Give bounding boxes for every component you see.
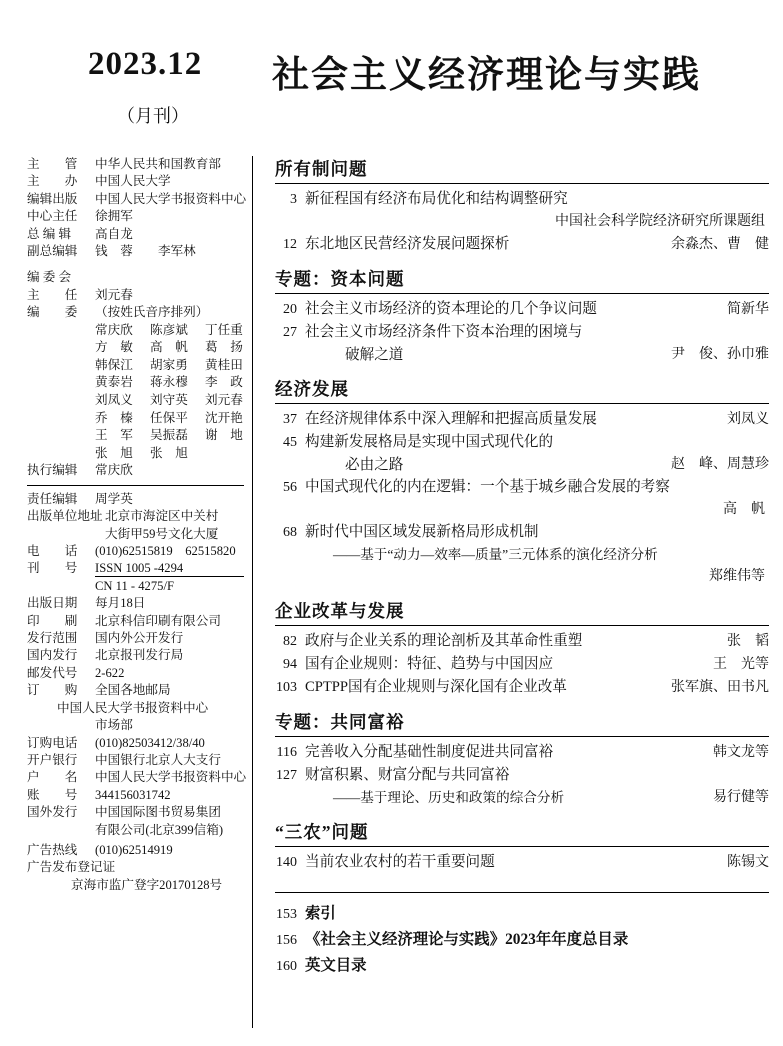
page-number: 3 (290, 192, 297, 207)
overseas-distribution-value: 中国国际图书贸易集团 (95, 805, 221, 820)
account-name-row (27, 769, 247, 786)
article-author: 易行健等 (713, 790, 769, 805)
subscription-row (27, 682, 244, 699)
endmatter-rule (275, 892, 769, 893)
endmatter-title: 索引 (305, 905, 336, 922)
resp-editor-value: 周学英 (95, 491, 133, 506)
imprint-row (27, 156, 244, 173)
page-body (0, 156, 783, 1046)
bank-label: 开户银行 (27, 752, 78, 767)
page-number: 116 (276, 745, 297, 760)
board-director-value: 刘元春 (95, 287, 133, 302)
overseas-distribution-row (27, 804, 244, 821)
toc-entry[interactable] (275, 321, 769, 344)
article-title: 在经济规律体系中深入理解和把握高质量发展 (305, 411, 597, 427)
toc-entry[interactable] (275, 408, 769, 431)
periodicity-label: （月刊） (117, 106, 189, 126)
imprint-value: 徐拥军 (95, 209, 133, 224)
issn-row (27, 560, 244, 577)
editor-name: 韩保江 (95, 357, 133, 372)
article-title: 完善收入分配基础性制度促进共同富裕 (305, 744, 554, 760)
toc-entry[interactable] (275, 298, 769, 321)
toc-section-heading: 经济发展 (275, 379, 349, 399)
editor-names-list (95, 322, 244, 463)
toc-section-heading: “三农”问题 (275, 822, 369, 842)
issn-value: ISSN 1005 -4294 (95, 561, 244, 577)
imprint-value: 中华人民共和国教育部 (95, 157, 221, 171)
publisher-address-value: 北京市海淀区中关村 (105, 509, 219, 524)
bank-value: 中国银行北京人大支行 (95, 752, 221, 767)
board-editors-label: 编 委 (27, 305, 78, 320)
publication-date-row (27, 595, 244, 612)
section-rule (275, 625, 769, 626)
endmatter-list (275, 901, 769, 979)
article-author: 尹 俊、孙巾雅 (671, 347, 769, 362)
issn-label: 刊 号 (27, 561, 78, 576)
page-number: 12 (283, 237, 297, 252)
issue-date: 2023.12 (88, 46, 203, 82)
telephone-value: (010)62515819 62515820 (95, 544, 236, 559)
article-author: 赵 峰、周慧珍 (671, 457, 769, 472)
article-author: 郑维伟等 (709, 569, 765, 584)
imprint-label: 主 办 (27, 174, 78, 189)
journal-title: 社会主义经济理论与实践 (272, 55, 701, 96)
imprint-value: 中国人民大学 (95, 174, 171, 189)
ad-license-row (27, 859, 244, 876)
overseas-distribution-label: 国外发行 (27, 805, 78, 820)
imprint-row (27, 226, 244, 243)
article-title: 国有企业规则：特征、趋势与中国因应 (305, 656, 554, 672)
article-title-continuation-row (275, 344, 769, 366)
toc-entry[interactable] (275, 431, 769, 454)
account-number-value: 344156031742 (95, 787, 171, 802)
editor-name: 刘元春 (205, 393, 243, 408)
editor-name: 常庆欣 (95, 322, 133, 337)
imprint-label: 总 编 辑 (27, 226, 72, 241)
article-subtitle: ——基于理论、历史和政策的综合分析 (333, 790, 565, 805)
imprint-row (27, 173, 244, 190)
toc-entry[interactable] (275, 741, 769, 764)
telephone-row (27, 543, 244, 560)
article-title: 社会主义市场经济条件下资本治理的困境与 (305, 324, 583, 340)
account-number-row (27, 787, 244, 804)
ad-license-value: 京海市监广登字20170128号 (71, 877, 223, 892)
bank-row (27, 752, 244, 769)
editor-name: 张 旭 (95, 445, 133, 460)
editor-name: 方 敏 (95, 340, 133, 355)
toc-entry[interactable] (275, 630, 769, 653)
toc-entry[interactable] (275, 927, 769, 953)
editor-name: 谢 地 (205, 428, 243, 443)
subscription-tel-row (27, 735, 244, 752)
printer-value: 北京科信印刷有限公司 (95, 613, 221, 628)
editor-name: 张 旭 (150, 445, 188, 460)
section-rule (275, 183, 769, 184)
printer-label: 印 刷 (27, 613, 78, 628)
editor-name: 李 政 (205, 375, 243, 390)
toc-section-heading: 所有制问题 (275, 159, 368, 179)
toc-entry[interactable] (275, 676, 769, 699)
page-number: 20 (283, 302, 297, 317)
imprint-label: 中心主任 (27, 209, 78, 224)
article-subtitle-row (275, 787, 769, 809)
domestic-distribution-value: 北京报刊发行局 (95, 648, 184, 663)
toc-entry[interactable] (275, 653, 769, 676)
editor-name: 刘凤义 (95, 393, 133, 408)
article-title: 构建新发展格局是实现中国式现代化的 (305, 434, 554, 450)
cn-number-value: CN 11 - 4275/F (95, 578, 174, 593)
article-author: 王 光等 (713, 657, 769, 672)
editor-name-row (95, 357, 244, 375)
resp-editor-label: 责任编辑 (27, 491, 78, 506)
editor-name: 乔 榛 (95, 410, 133, 425)
exec-editor-label: 执行编辑 (27, 463, 78, 478)
article-author: 余淼杰、曹 健 (671, 237, 769, 252)
postal-code-value: 2-622 (95, 665, 125, 680)
subscription-value-3: 市场部 (95, 718, 133, 733)
exec-editor-value: 常庆欣 (95, 463, 133, 478)
page-number: 27 (283, 325, 297, 340)
table-of-contents (253, 156, 783, 1046)
publication-date-label: 出版日期 (27, 596, 78, 611)
editor-name-row (95, 322, 244, 340)
toc-entry[interactable] (275, 901, 769, 927)
section-rule (275, 846, 769, 847)
imprint-row (27, 243, 244, 260)
section-rule (275, 403, 769, 404)
toc-entry[interactable] (275, 953, 769, 979)
article-author: 高 帆 (723, 502, 765, 517)
subscription-label: 订 购 (27, 683, 78, 698)
page-number: 127 (276, 768, 297, 783)
page-number: 94 (283, 657, 297, 672)
domestic-distribution-row (27, 647, 244, 664)
toc-section-heading: 企业改革与发展 (275, 601, 405, 621)
account-number-label: 账 号 (27, 787, 78, 802)
page-number: 68 (283, 525, 297, 540)
page-number: 103 (276, 680, 297, 695)
distribution-label: 发行范围 (27, 631, 78, 646)
article-title-continuation: 破解之道 (345, 347, 404, 363)
masthead (0, 0, 783, 140)
article-title: 东北地区民营经济发展问题探析 (305, 236, 510, 252)
publisher-address-label: 出版单位地址 (27, 509, 103, 524)
article-title: CPTPP国有企业规则与深化国有企业改革 (305, 679, 567, 695)
divider-line (27, 485, 244, 486)
endmatter-title: 英文目录 (305, 957, 367, 974)
editor-name-row (95, 374, 244, 392)
article-author: 刘凤义 (727, 412, 769, 427)
article-author: 张 韬 (727, 634, 769, 649)
imprint-row (27, 191, 247, 208)
exec-editor-row (27, 462, 244, 479)
page-number: 153 (276, 907, 297, 922)
article-author: 韩文龙等 (713, 745, 769, 760)
editor-name: 蒋永穆 (150, 375, 188, 390)
editor-name: 吴振磊 (150, 428, 188, 443)
editor-name: 葛 扬 (205, 340, 243, 355)
account-name-value: 中国人民大学书报资料中心 (95, 770, 247, 785)
article-author: 张军旗、田书凡 (671, 680, 769, 695)
endmatter-title: 《社会主义经济理论与实践》2023年年度总目录 (305, 931, 629, 948)
editorial-board-title: 编 委 会 (27, 270, 72, 285)
page-number: 56 (283, 480, 297, 495)
postal-code-row (27, 665, 244, 682)
imprint-row (27, 208, 244, 225)
ad-license-label: 广告发布登记证 (27, 860, 116, 875)
page-number: 140 (276, 855, 297, 870)
article-title: 财富积累、财富分配与共同富裕 (305, 767, 510, 783)
postal-code-label: 邮发代号 (27, 665, 78, 680)
board-editors-row (27, 304, 244, 321)
imprint-value: 钱 蓉 李军林 (95, 244, 196, 259)
ad-hotline-value: (010)62514919 (95, 842, 173, 857)
page-number: 37 (283, 412, 297, 427)
article-author: 陈锡文 (727, 855, 769, 870)
section-rule (275, 293, 769, 294)
editor-name: 丁任重 (205, 322, 243, 337)
subscription-tel-label: 订购电话 (27, 735, 78, 750)
ad-hotline-label: 广告热线 (27, 842, 78, 857)
article-title: 新时代中国区域发展新格局形成机制 (305, 524, 539, 540)
publisher-address-row (27, 508, 244, 525)
toc-entry[interactable] (275, 233, 769, 256)
article-subtitle-row (275, 544, 769, 566)
editor-name: 沈开艳 (205, 410, 243, 425)
article-title: 政府与企业关系的理论剖析及其革命性重塑 (305, 633, 583, 649)
article-author: 中国社会科学院经济研究所课题组 (555, 214, 765, 229)
imprint-value: 中国人民大学书报资料中心 (95, 191, 247, 206)
toc-entry[interactable] (275, 521, 769, 544)
imprint-value: 高自龙 (95, 226, 133, 241)
ad-hotline-row (27, 842, 244, 859)
editor-name: 黄桂田 (205, 357, 243, 372)
telephone-label: 电 话 (27, 544, 78, 559)
article-author: 简新华 (727, 302, 769, 317)
toc-entry[interactable] (275, 851, 769, 874)
article-subtitle: ——基于“动力—效率—质量”三元体系的演化经济分析 (333, 547, 658, 562)
board-director-label: 主 任 (27, 287, 78, 302)
article-title-continuation: 必由之路 (345, 457, 404, 473)
editor-name-row (95, 410, 244, 428)
editor-name-row (95, 427, 244, 445)
publication-date-value: 每月18日 (95, 596, 146, 611)
article-title: 当前农业农村的若干重要问题 (305, 854, 495, 870)
editor-name-row (95, 339, 244, 357)
resp-editor-row (27, 491, 244, 508)
editor-name-row (95, 445, 244, 463)
toc-entry[interactable] (275, 188, 769, 211)
page-number: 82 (283, 634, 297, 649)
toc-entry[interactable] (275, 476, 769, 499)
overseas-distribution-value-2: 有限公司(北京399信箱) (95, 822, 224, 837)
toc-section-heading: 专题：共同富裕 (275, 712, 405, 732)
page-number: 45 (283, 435, 297, 450)
article-title: 新征程国有经济布局优化和结构调整研究 (305, 191, 568, 207)
toc-section-heading: 专题：资本问题 (275, 269, 405, 289)
article-title-continuation-row (275, 454, 769, 476)
imprint-column (0, 156, 250, 1046)
board-director-row (27, 287, 244, 304)
subscription-value: 全国各地邮局 (95, 683, 171, 698)
editor-name: 刘守英 (150, 393, 188, 408)
account-name-label: 户 名 (27, 770, 78, 785)
subscription-tel-value: (010)82503412/38/40 (95, 735, 205, 750)
distribution-row (27, 630, 244, 647)
page-number: 160 (276, 959, 297, 974)
article-title: 社会主义市场经济的资本理论的几个争议问题 (305, 301, 597, 317)
imprint-label: 副总编辑 (27, 244, 78, 259)
imprint-label: 主 管 (27, 157, 78, 171)
editor-name: 王 军 (95, 428, 133, 443)
editor-name: 陈彦斌 (150, 322, 188, 337)
subscription-value-2: 中国人民大学书报资料中心 (57, 700, 209, 715)
editor-name-row (95, 392, 244, 410)
board-editors-note: （按姓氏音序排列） (95, 305, 209, 320)
section-rule (275, 736, 769, 737)
publisher-address-value-2: 大街甲59号文化大厦 (105, 526, 219, 541)
domestic-distribution-label: 国内发行 (27, 648, 78, 663)
editor-name: 任保平 (150, 410, 188, 425)
editor-name: 高 帆 (150, 340, 188, 355)
toc-entry[interactable] (275, 764, 769, 787)
distribution-value: 国内外公开发行 (95, 631, 184, 646)
page-number: 156 (276, 933, 297, 948)
printer-row (27, 613, 244, 630)
imprint-label: 编辑出版 (27, 191, 78, 206)
editor-name: 胡家勇 (150, 357, 188, 372)
editor-name: 黄泰岩 (95, 375, 133, 390)
article-title: 中国式现代化的内在逻辑：一个基于城乡融合发展的考察 (305, 479, 670, 495)
